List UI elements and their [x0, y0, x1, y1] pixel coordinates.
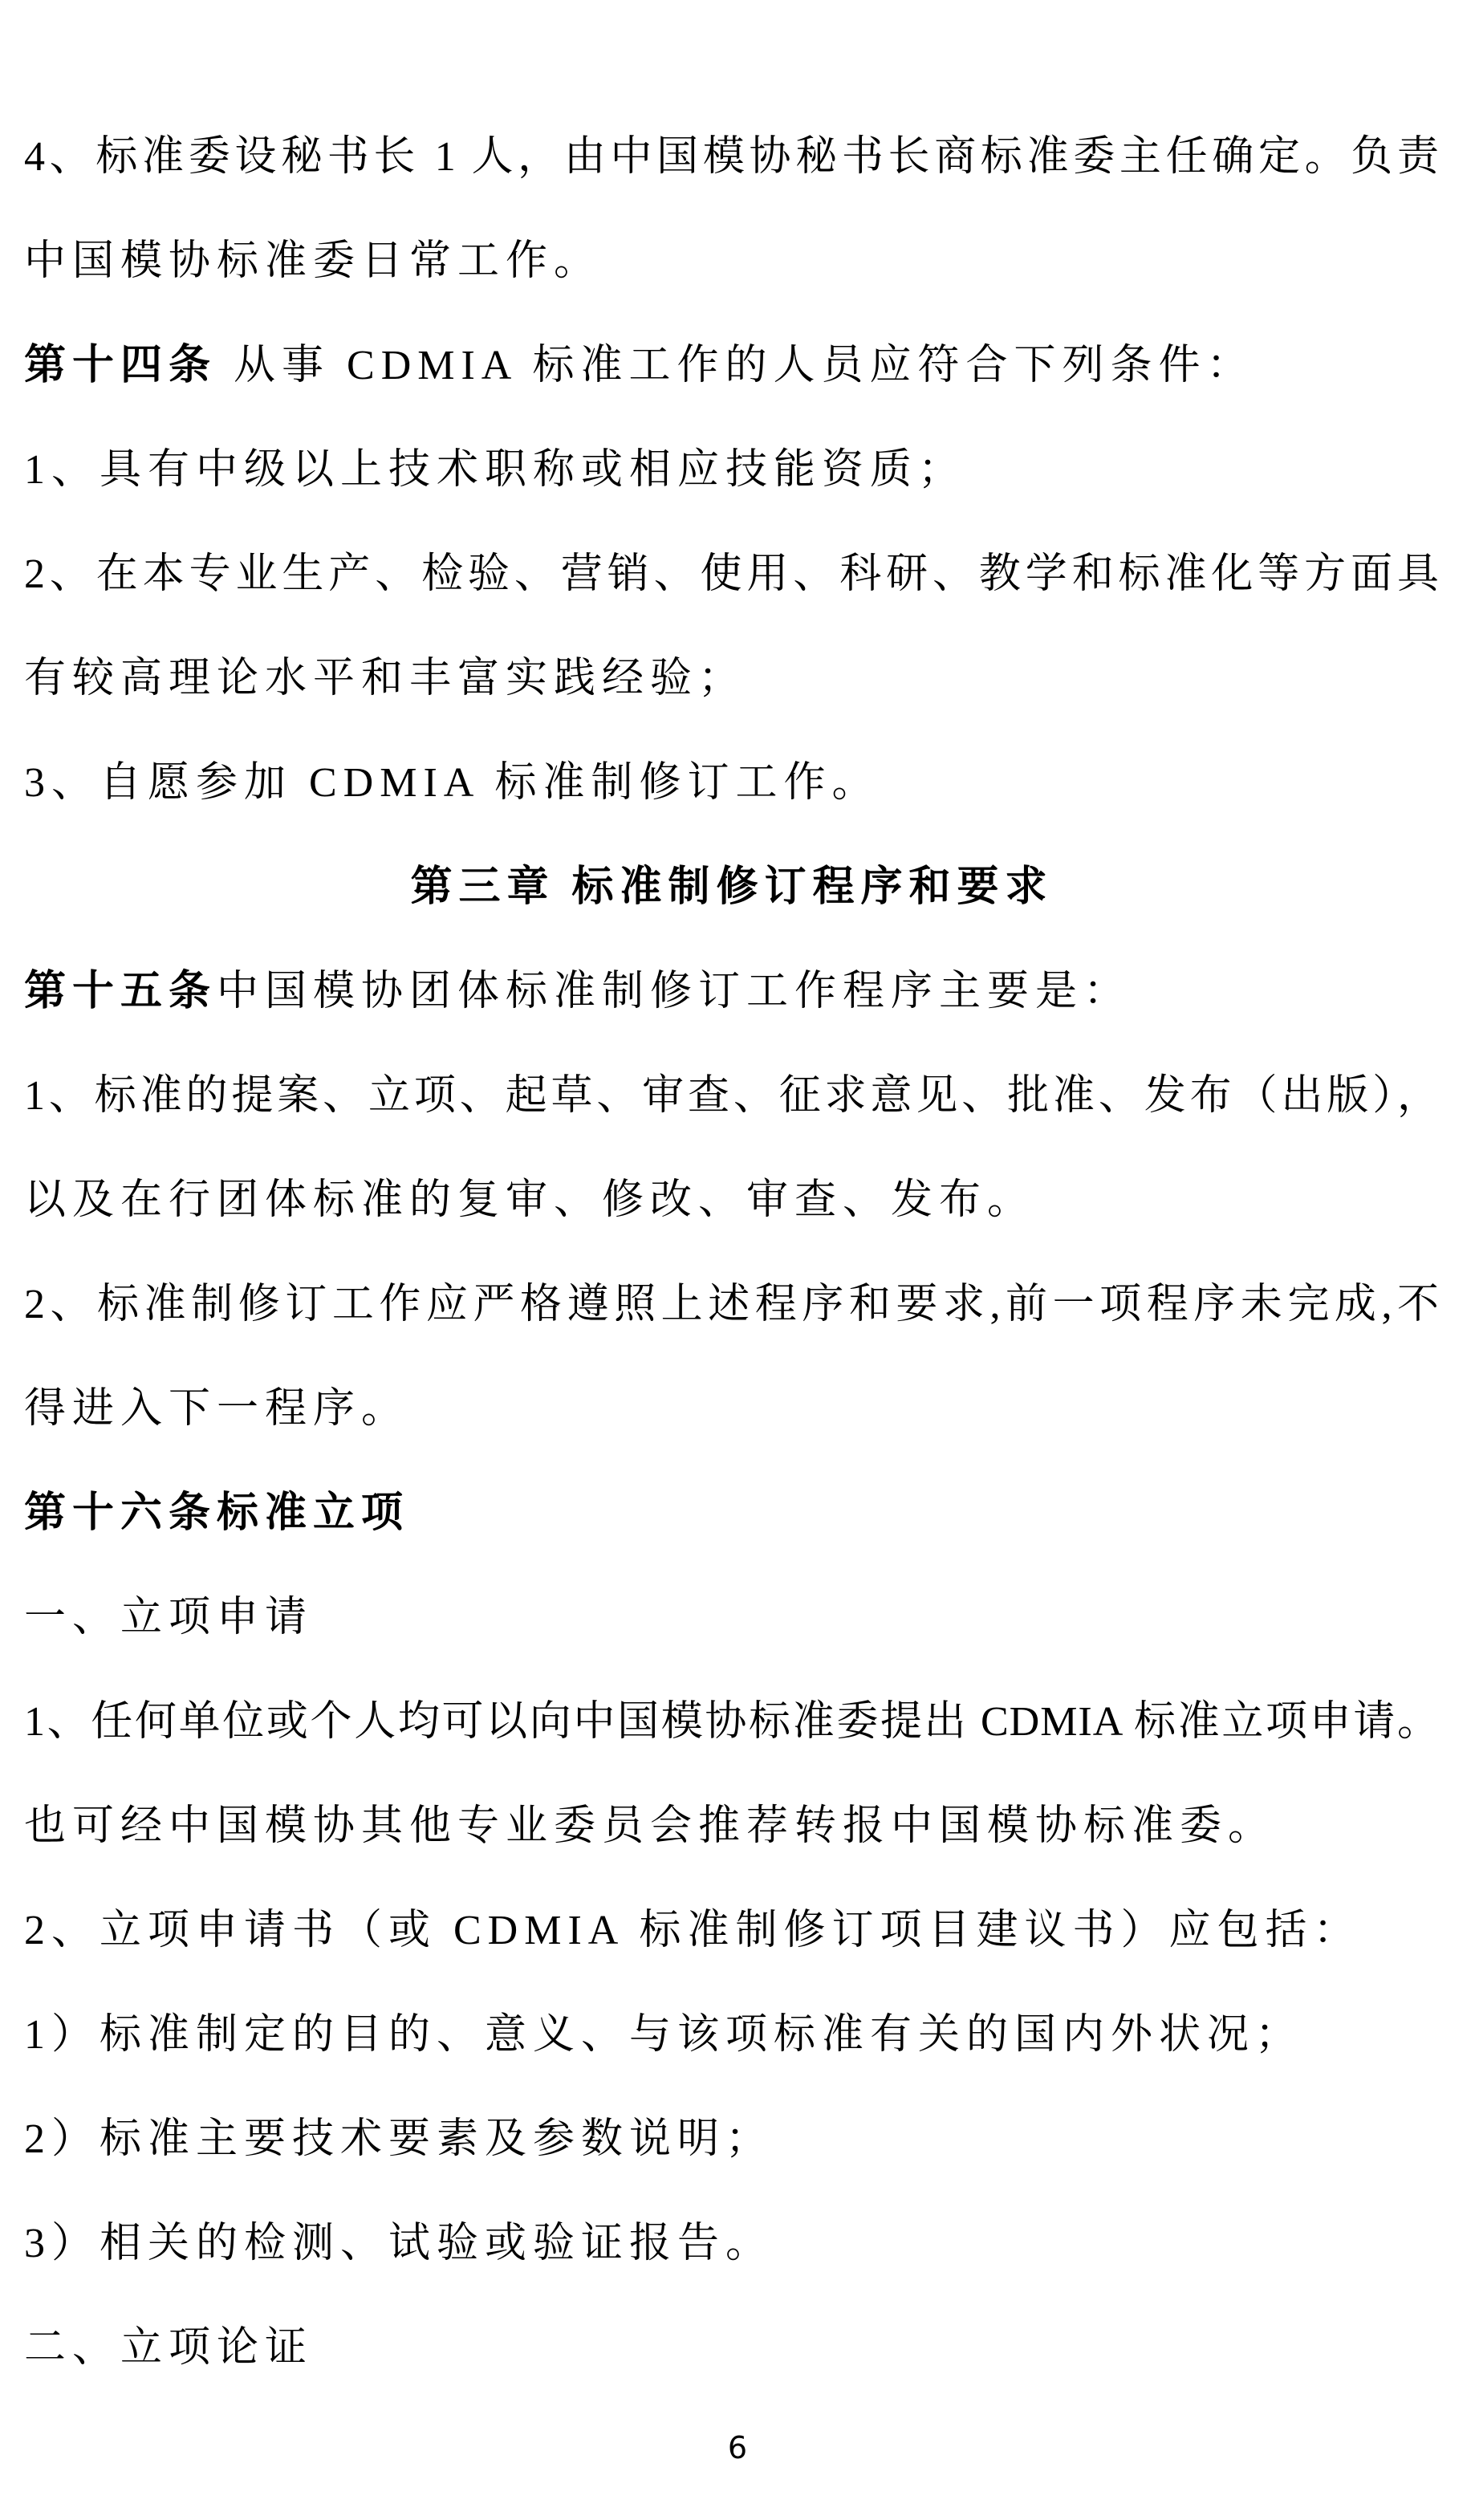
text-segment: 2、在本专业生产、检验、营销、使用、科研、教学和标准化等方面具	[24, 551, 1440, 597]
text-segment: 中国模协标准委日常工作。	[24, 238, 603, 284]
text-segment: 2、立项申请书（或 CDMIA 标准制修订项目建议书）应包括：	[24, 1908, 1362, 1953]
text-line	[24, 1148, 1440, 1253]
text-segment-bold: 第三章 标准制修订程序和要求	[410, 864, 1054, 910]
page-number: 6	[727, 2430, 748, 2465]
text-line	[24, 1879, 1440, 1983]
text-segment: 一、立项申请	[24, 1595, 314, 1640]
text-segment: 3）相关的检测、试验或验证报告。	[24, 2221, 774, 2266]
text-segment: 1、标准的提案、立项、起草、审查、征求意见、批准、发布（出版），	[24, 1073, 1440, 1119]
text-line	[24, 940, 1440, 1044]
text-line	[24, 627, 1440, 731]
text-segment: 2、标准制修订工作应严格遵照上述程序和要求,前一项程序未完成,不	[24, 1282, 1440, 1327]
text-segment: 中国模协团体标准制修订工作程序主要是：	[217, 969, 1132, 1014]
text-segment: 2）标准主要技术要素及参数说明；	[24, 2116, 774, 2162]
text-line	[24, 2087, 1440, 2192]
text-segment-bold: 第十五条	[24, 969, 217, 1014]
text-segment: 1、具有中级以上技术职称或相应技能资质；	[24, 447, 967, 493]
text-line	[24, 418, 1440, 522]
text-line	[24, 522, 1440, 627]
text-segment: 二、立项论证	[24, 2325, 314, 2371]
document-body	[24, 105, 1440, 2400]
text-line	[24, 1253, 1440, 1357]
text-line	[24, 1983, 1440, 2087]
text-segment: 1）标准制定的目的、意义、与该项标准有关的国内外状况；	[24, 2012, 1304, 2058]
text-line	[24, 2296, 1440, 2400]
text-segment: 也可经中国模协其他专业委员会推荐转报中国模协标准委。	[24, 1803, 1277, 1849]
text-line	[24, 731, 1440, 835]
text-line	[24, 835, 1440, 940]
text-segment: 4、标准委设秘书长 1 人，由中国模协秘书长商标准委主任确定。负责	[24, 134, 1440, 180]
text-line	[24, 1044, 1440, 1148]
text-segment: 从事 CDMIA 标准工作的人员应符合下列条件：	[217, 343, 1255, 388]
text-line	[24, 314, 1440, 418]
text-line	[24, 1357, 1440, 1461]
text-line	[24, 1566, 1440, 1670]
text-segment: 以及在行团体标准的复审、修改、审查、发布。	[24, 1177, 1036, 1223]
text-segment: 3、自愿参加 CDMIA 标准制修订工作。	[24, 760, 880, 806]
text-line	[24, 2192, 1440, 2296]
text-segment: 得进入下一程序。	[24, 1386, 410, 1432]
text-segment-bold: 第十六条标准立项	[24, 1490, 410, 1536]
text-line	[24, 1774, 1440, 1879]
text-segment: 1、任何单位或个人均可以向中国模协标准委提出 CDMIA 标准立项申请。	[24, 1699, 1440, 1745]
text-line	[24, 1461, 1440, 1566]
text-segment: 有较高理论水平和丰富实践经验；	[24, 656, 747, 701]
text-line	[24, 1670, 1440, 1774]
text-segment-bold: 第十四条	[24, 343, 217, 388]
text-line	[24, 209, 1440, 314]
text-line	[24, 105, 1440, 209]
